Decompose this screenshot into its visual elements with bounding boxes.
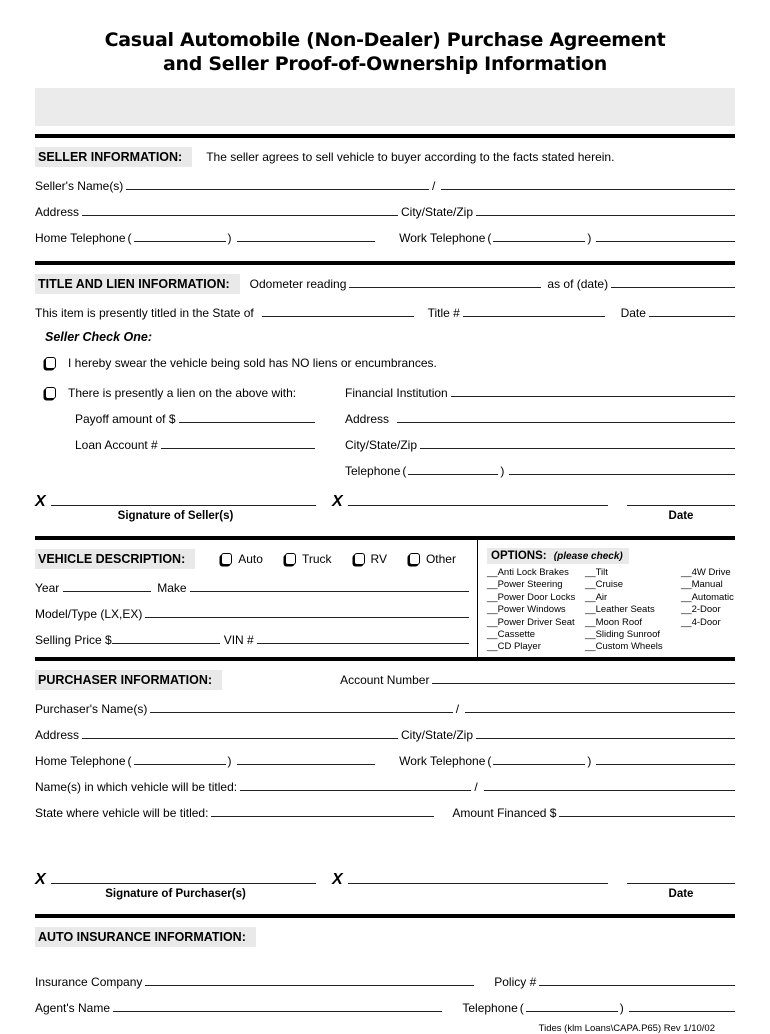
lien-address-row xyxy=(345,412,735,426)
purchaser-work-phone-label: Work Telephone xyxy=(399,754,486,768)
titled-state-label: State where vehicle will be titled: xyxy=(35,806,209,820)
purchaser-address-input[interactable] xyxy=(82,738,398,739)
option-4-door[interactable] xyxy=(681,617,735,629)
asof-date-input[interactable] xyxy=(611,287,735,288)
odometer-input[interactable] xyxy=(349,287,541,288)
option-label: Anti Lock Brakes xyxy=(497,567,569,578)
seller-address-input[interactable] xyxy=(82,215,398,216)
titled-names-label: Name(s) in which vehicle will be titled: xyxy=(35,780,238,794)
titled-name1-input[interactable] xyxy=(240,790,471,791)
lien-area-input[interactable] xyxy=(408,474,498,475)
option-label: Leather Seats xyxy=(595,604,655,616)
policy-number-input[interactable] xyxy=(539,985,735,986)
selling-price-input[interactable] xyxy=(112,643,220,644)
option-leather-seats[interactable] xyxy=(585,604,681,616)
option-2-door[interactable] xyxy=(681,604,735,616)
options-note: (please check) xyxy=(553,551,623,562)
option-blank: __ xyxy=(487,591,498,603)
lien-row xyxy=(45,386,315,400)
options-columns xyxy=(487,567,735,654)
option-label: Air xyxy=(595,591,608,603)
seller-signature1-input[interactable] xyxy=(51,505,316,506)
amount-financed-label: Amount Financed $ xyxy=(452,806,557,820)
option-label: Power Door Locks xyxy=(497,591,576,603)
lien-city-row xyxy=(345,438,735,452)
section-divider xyxy=(35,261,735,265)
titled-state-input[interactable] xyxy=(211,816,434,817)
vehicle-type-options xyxy=(221,552,456,566)
option-blank: __ xyxy=(585,604,596,616)
spacer xyxy=(316,510,627,522)
spacer xyxy=(316,888,627,900)
purchaser-address-label: Address xyxy=(35,728,80,742)
purchaser-signature1 xyxy=(35,871,316,888)
price-vin-row xyxy=(35,633,469,647)
option-blank: __ xyxy=(585,591,596,603)
option-air[interactable] xyxy=(585,592,681,604)
open-paren: ( xyxy=(127,231,132,245)
lien-right-column xyxy=(345,386,735,478)
lien-city-input[interactable] xyxy=(420,448,735,449)
insurance-company-input[interactable] xyxy=(145,985,474,986)
purchaser-name2-input[interactable] xyxy=(465,712,735,713)
header-banner xyxy=(35,88,735,126)
lien-left-column xyxy=(35,386,345,478)
lien-phone-input[interactable] xyxy=(509,474,735,475)
payoff-input[interactable] xyxy=(179,422,315,423)
page-title-line1: Casual Automobile (Non-Dealer) Purchase Agreement xyxy=(104,29,666,51)
option-label: Power Steering xyxy=(497,579,563,591)
vehicle-section-header xyxy=(35,549,469,569)
option-blank: __ xyxy=(487,604,498,616)
checkbox-other[interactable] xyxy=(409,553,420,565)
purchaser-name1-input[interactable] xyxy=(150,712,452,713)
checkbox-auto[interactable] xyxy=(221,553,232,565)
titled-state-amount-row xyxy=(35,806,735,820)
payoff-label: Payoff amount of $ xyxy=(75,412,176,426)
seller-name-label: Seller's Name(s) xyxy=(35,179,124,193)
vehicle-section xyxy=(35,540,735,657)
option-blank: __ xyxy=(681,604,692,616)
purchaser-work-phone-input[interactable] xyxy=(596,764,735,765)
seller-phone-row xyxy=(35,231,735,245)
loan-account-row xyxy=(75,438,315,452)
close-paren: ) xyxy=(227,754,232,768)
titled-state-row xyxy=(35,306,735,320)
seller-signature2 xyxy=(332,493,608,510)
titled-names-row xyxy=(35,780,735,794)
seller-date-label: Date xyxy=(668,510,694,522)
insurance-company-label: Insurance Company xyxy=(35,975,143,989)
section-divider xyxy=(35,914,735,918)
name-separator: / xyxy=(474,780,478,794)
amount-financed-input[interactable] xyxy=(559,816,735,817)
seller-home-area-input[interactable] xyxy=(134,241,226,242)
payoff-row xyxy=(75,412,315,426)
open-paren: ( xyxy=(402,464,407,478)
option-moon-roof[interactable] xyxy=(585,617,681,629)
truck-label: Truck xyxy=(301,552,332,566)
option-label: Cruise xyxy=(595,579,624,591)
open-paren: ( xyxy=(487,231,492,245)
option-blank: __ xyxy=(585,567,596,578)
insurance-phone-input[interactable] xyxy=(629,1011,735,1012)
option-blank: __ xyxy=(585,629,596,641)
open-paren: ( xyxy=(487,754,492,768)
titled-state-label: This item is presently titled in the State of xyxy=(35,306,254,320)
seller-address-row xyxy=(35,205,735,219)
purchaser-date-label: Date xyxy=(668,888,694,900)
form-revision-note: Tides (klm Loans\CAPA.P65) Rev 1/10/02 xyxy=(538,1023,715,1034)
option-blank: __ xyxy=(681,579,692,591)
agent-name-label: Agent's Name xyxy=(35,1001,110,1015)
lien-city-label: City/State/Zip xyxy=(345,438,418,452)
seller-home-phone-input[interactable] xyxy=(237,241,376,242)
seller-heading: SELLER INFORMATION: xyxy=(35,147,192,167)
option-blank: __ xyxy=(585,641,596,653)
option-blank: __ xyxy=(681,567,692,578)
option-power-driver-seat[interactable] xyxy=(487,617,585,629)
seller-sign-date-input[interactable] xyxy=(627,505,735,506)
selling-price-label: Selling Price $ xyxy=(35,633,112,647)
option-manual[interactable] xyxy=(681,579,735,591)
title-lien-heading: TITLE AND LIEN INFORMATION: xyxy=(35,274,240,294)
seller-signature2-input[interactable] xyxy=(348,505,608,506)
loan-account-label: Loan Account # xyxy=(75,438,158,452)
page-title xyxy=(35,28,735,76)
option-label: Sliding Sunroof xyxy=(595,629,661,641)
lien-address-input[interactable] xyxy=(397,422,735,423)
option-label: Manual xyxy=(691,579,723,591)
option-anti-lock-brakes[interactable] xyxy=(487,567,585,579)
seller-work-phone-label: Work Telephone xyxy=(399,231,486,245)
option-label: 4-Door xyxy=(691,616,721,628)
purchaser-home-area-input[interactable] xyxy=(134,764,226,765)
title-date-input[interactable] xyxy=(649,316,735,317)
spacer xyxy=(35,947,735,963)
purchaser-signature1-input[interactable] xyxy=(51,883,316,884)
policy-number-label: Policy # xyxy=(494,975,537,989)
purchaser-city-input[interactable] xyxy=(476,738,735,739)
purchaser-phone-row xyxy=(35,754,735,768)
seller-intro: The seller agrees to sell vehicle to buyer according to the facts stated herein. xyxy=(206,150,615,164)
insurance-section-header xyxy=(35,927,735,947)
purchaser-signature2 xyxy=(332,871,608,888)
option-blank: __ xyxy=(681,616,692,628)
vehicle-type-auto[interactable] xyxy=(221,552,263,566)
financial-institution-row xyxy=(345,386,735,400)
checkbox-lien-exists[interactable] xyxy=(45,387,56,399)
lien-text: There is presently a lien on the above with: xyxy=(68,386,297,400)
option-blank: __ xyxy=(487,616,498,628)
x-mark: X xyxy=(35,871,46,888)
year-label: Year xyxy=(35,581,60,595)
page-title-line2: and Seller Proof-of-Ownership Information xyxy=(163,53,607,75)
account-number-label: Account Number xyxy=(340,673,430,687)
option-power-door-locks[interactable] xyxy=(487,592,585,604)
options-column-2 xyxy=(585,567,681,654)
close-paren: ) xyxy=(619,1001,624,1015)
option-custom-wheels[interactable] xyxy=(585,641,681,653)
option-label: Power Windows xyxy=(497,604,566,616)
seller-work-area-input[interactable] xyxy=(493,241,585,242)
insurance-phone-label: Telephone xyxy=(462,1001,518,1015)
seller-name-row xyxy=(35,179,735,193)
option-blank: __ xyxy=(487,579,498,591)
option-blank: __ xyxy=(585,579,596,591)
odometer-label: Odometer reading xyxy=(249,277,347,291)
options-column-1 xyxy=(487,567,585,654)
seller-name2-input[interactable] xyxy=(441,189,735,190)
purchaser-home-phone-input[interactable] xyxy=(237,764,376,765)
year-input[interactable] xyxy=(63,591,151,592)
purchaser-name-row xyxy=(35,702,735,716)
seller-work-phone-input[interactable] xyxy=(596,241,735,242)
no-lien-text: I hereby swear the vehicle being sold has NO liens or encumbrances. xyxy=(68,356,437,370)
spacer xyxy=(35,820,735,856)
insurance-heading: AUTO INSURANCE INFORMATION: xyxy=(35,927,256,947)
open-paren: ( xyxy=(127,754,132,768)
close-paren: ) xyxy=(587,754,592,768)
checkbox-truck[interactable] xyxy=(285,553,296,565)
no-lien-row xyxy=(45,356,735,370)
purchaser-sign-date-input[interactable] xyxy=(627,883,735,884)
financial-institution-label: Financial Institution xyxy=(345,386,448,400)
option-label: Custom Wheels xyxy=(595,641,663,653)
option-power-windows[interactable] xyxy=(487,604,585,616)
lien-detail-block xyxy=(35,386,735,478)
seller-city-label: City/State/Zip xyxy=(400,205,474,219)
agent-row xyxy=(35,1001,735,1015)
seller-name1-input[interactable] xyxy=(126,189,429,190)
section-divider xyxy=(35,134,735,138)
option-cruise[interactable] xyxy=(585,579,681,591)
title-number-input[interactable] xyxy=(463,316,605,317)
option-blank: __ xyxy=(585,616,596,628)
option-label: CD Player xyxy=(497,641,541,653)
title-date-label: Date xyxy=(620,306,646,320)
vehicle-type-other[interactable] xyxy=(409,552,456,566)
options-header xyxy=(487,548,735,564)
purchaser-section-header xyxy=(35,670,735,690)
purchaser-name-label: Purchaser's Name(s) xyxy=(35,702,148,716)
close-paren: ) xyxy=(587,231,592,245)
option-label: 4W Drive xyxy=(691,567,731,578)
purchaser-address-row xyxy=(35,728,735,742)
seller-address-label: Address xyxy=(35,205,80,219)
make-input[interactable] xyxy=(190,591,469,592)
model-row xyxy=(35,607,469,621)
vehicle-type-rv[interactable] xyxy=(354,552,387,566)
seller-section-header xyxy=(35,147,735,167)
purchaser-signature2-input[interactable] xyxy=(348,883,608,884)
title-lien-section-header xyxy=(35,274,735,294)
auto-label: Auto xyxy=(238,552,263,566)
seller-signature1 xyxy=(35,493,316,510)
option-4w-drive[interactable] xyxy=(681,567,735,579)
lien-phone-label: Telephone xyxy=(345,464,401,478)
name-separator: / xyxy=(455,702,460,716)
titled-state-input[interactable] xyxy=(262,316,414,317)
checkbox-rv[interactable] xyxy=(354,553,365,565)
purchaser-work-area-input[interactable] xyxy=(493,764,585,765)
signature-of-sellers-label: Signature of Seller(s) xyxy=(117,510,234,522)
account-number-input[interactable] xyxy=(432,683,735,684)
seller-signature-labels xyxy=(35,510,735,522)
option-label: Cassette xyxy=(497,629,536,641)
vehicle-left-column xyxy=(35,540,478,657)
purchaser-city-label: City/State/Zip xyxy=(400,728,474,742)
purchaser-signature-labels xyxy=(35,888,735,900)
seller-city-input[interactable] xyxy=(476,215,735,216)
options-heading-highlight xyxy=(487,548,629,564)
rv-label: RV xyxy=(370,552,387,566)
vin-label: VIN # xyxy=(223,633,254,647)
option-label: 2-Door xyxy=(691,604,721,616)
seller-check-one-label: Seller Check One: xyxy=(45,330,152,344)
insurance-company-row xyxy=(35,975,735,989)
option-cassette[interactable] xyxy=(487,629,585,641)
loan-account-input[interactable] xyxy=(161,448,315,449)
option-label: Moon Roof xyxy=(595,616,643,628)
signature-of-purchasers-label: Signature of Purchaser(s) xyxy=(105,888,246,900)
make-label: Make xyxy=(157,581,187,595)
close-paren: ) xyxy=(500,464,505,478)
options-heading: OPTIONS: xyxy=(491,550,547,562)
name-separator: / xyxy=(432,179,436,193)
lien-phone-row xyxy=(345,464,735,478)
option-blank: __ xyxy=(487,641,498,653)
purchaser-signature-row xyxy=(35,871,735,888)
purchaser-heading: PURCHASER INFORMATION: xyxy=(35,670,222,690)
vehicle-heading: VEHICLE DESCRIPTION: xyxy=(35,549,195,569)
option-label: Power Driver Seat xyxy=(497,616,575,628)
option-automatic[interactable] xyxy=(681,592,735,604)
option-label: Automatic xyxy=(691,591,734,603)
section-divider xyxy=(35,657,735,661)
asof-date-label: as of (date) xyxy=(547,277,609,291)
insurance-area-input[interactable] xyxy=(526,1011,618,1012)
agent-name-input[interactable] xyxy=(113,1011,442,1012)
open-paren: ( xyxy=(519,1001,524,1015)
close-paren: ) xyxy=(227,231,232,245)
purchaser-home-phone-label: Home Telephone xyxy=(35,754,126,768)
year-make-row xyxy=(35,581,469,595)
option-blank: __ xyxy=(487,629,498,641)
vin-input[interactable] xyxy=(257,643,469,644)
other-label: Other xyxy=(425,552,456,566)
financial-institution-input[interactable] xyxy=(451,396,735,397)
seller-home-phone-label: Home Telephone xyxy=(35,231,126,245)
option-power-steering[interactable] xyxy=(487,579,585,591)
option-sliding-sunroof[interactable] xyxy=(585,629,681,641)
x-mark: X xyxy=(332,871,343,888)
seller-signature-row xyxy=(35,493,735,510)
option-blank: __ xyxy=(487,567,498,578)
title-number-label: Title # xyxy=(427,306,460,320)
lien-address-label: Address xyxy=(345,412,390,426)
checkbox-no-liens[interactable] xyxy=(45,357,56,369)
options-column-3 xyxy=(681,567,735,654)
options-panel xyxy=(478,540,735,657)
option-label: Tilt xyxy=(595,567,608,578)
option-cd-player[interactable] xyxy=(487,641,585,653)
option-blank: __ xyxy=(681,591,692,603)
model-input[interactable] xyxy=(145,617,469,618)
vehicle-type-truck[interactable] xyxy=(285,552,332,566)
x-mark: X xyxy=(35,493,46,510)
x-mark: X xyxy=(332,493,343,510)
option-tilt[interactable] xyxy=(585,567,681,579)
model-label: Model/Type (LX,EX) xyxy=(35,607,143,621)
titled-name2-input[interactable] xyxy=(484,790,735,791)
